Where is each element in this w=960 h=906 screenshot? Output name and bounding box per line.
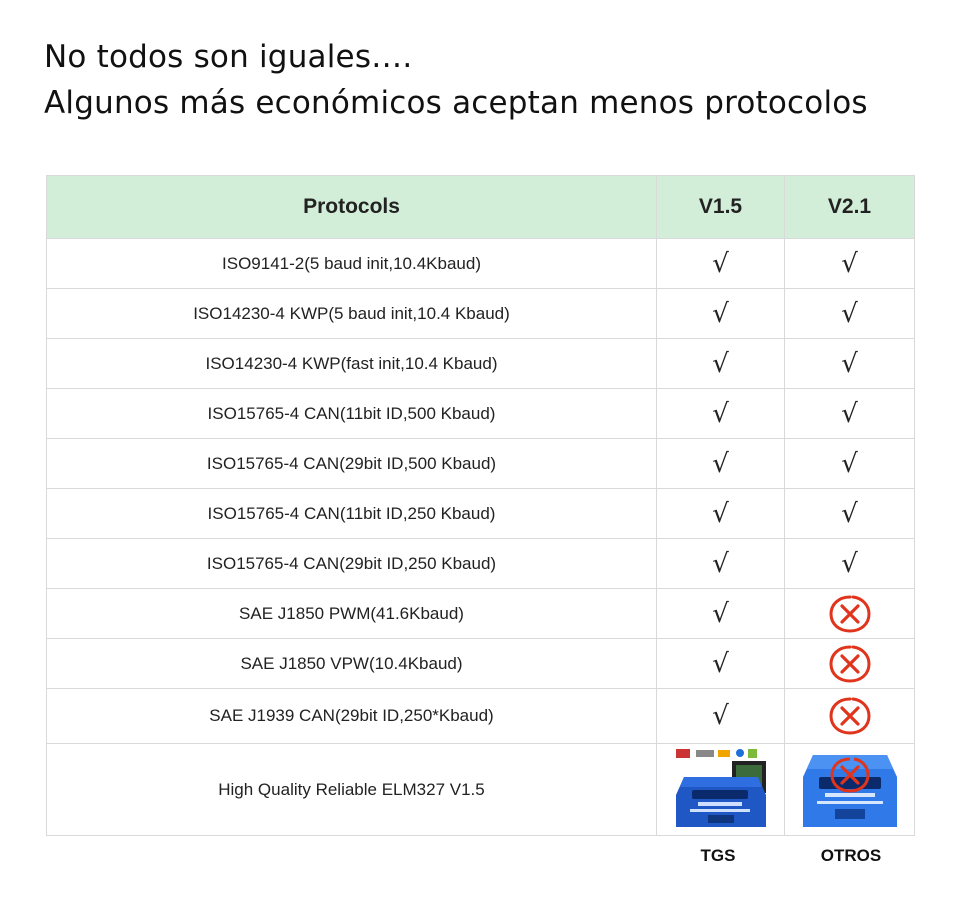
protocol-name: ISO15765-4 CAN(11bit ID,250 Kbaud) [47, 489, 657, 539]
table-header-row [47, 176, 915, 239]
header-protocols: Protocols [47, 176, 657, 239]
check-icon: √ [712, 398, 729, 429]
check-icon: √ [841, 448, 858, 479]
elm327-adapter-image [662, 747, 780, 833]
heading-line-2: Algunos más económicos aceptan menos protocolos [44, 85, 868, 121]
protocol-name: SAE J1850 VPW(10.4Kbaud) [47, 639, 657, 689]
table-row [47, 239, 915, 289]
table-row [47, 689, 915, 744]
protocol-name: SAE J1939 CAN(29bit ID,250*Kbaud) [47, 689, 657, 744]
product-label: High Quality Reliable ELM327 V1.5 [47, 744, 657, 836]
check-icon: √ [712, 598, 729, 629]
check-icon: √ [712, 701, 729, 731]
protocol-name: ISO9141-2(5 baud init,10.4Kbaud) [47, 239, 657, 289]
protocol-name: SAE J1850 PWM(41.6Kbaud) [47, 589, 657, 639]
protocol-name: ISO15765-4 CAN(29bit ID,250 Kbaud) [47, 539, 657, 589]
table-row [47, 589, 915, 639]
protocol-name: ISO14230-4 KWP(fast init,10.4 Kbaud) [47, 339, 657, 389]
protocol-name: ISO15765-4 CAN(29bit ID,500 Kbaud) [47, 439, 657, 489]
protocol-name: ISO15765-4 CAN(11bit ID,500 Kbaud) [47, 389, 657, 439]
protocols-table [46, 175, 915, 836]
table-row [47, 539, 915, 589]
check-icon: √ [841, 298, 858, 329]
product-row [47, 744, 915, 836]
check-icon: √ [841, 248, 858, 279]
check-icon: √ [841, 398, 858, 429]
protocol-name: ISO14230-4 KWP(5 baud init,10.4 Kbaud) [47, 289, 657, 339]
check-icon: √ [712, 348, 729, 379]
caption-otros: OTROS [820, 846, 882, 865]
check-icon: √ [712, 298, 729, 329]
check-icon: √ [712, 548, 729, 579]
check-icon: √ [712, 498, 729, 529]
x-icon [827, 695, 873, 737]
check-icon: √ [841, 498, 858, 529]
header-v15: V1.5 [657, 176, 785, 239]
table-row [47, 489, 915, 539]
header-v21: V2.1 [785, 176, 915, 239]
caption-tgs: TGS [700, 846, 736, 865]
check-icon: √ [841, 548, 858, 579]
check-icon: √ [712, 648, 729, 679]
table-row [47, 439, 915, 489]
check-icon: √ [841, 348, 858, 379]
heading [44, 34, 868, 126]
check-icon: √ [712, 248, 729, 279]
heading-line-1: No todos son iguales…. [44, 39, 413, 75]
x-icon [827, 593, 873, 635]
table-row [47, 289, 915, 339]
elm327-adapter-crossed-image [791, 747, 909, 833]
table-row [47, 389, 915, 439]
x-icon [827, 643, 873, 685]
table-row [47, 339, 915, 389]
check-icon: √ [712, 448, 729, 479]
table-row [47, 639, 915, 689]
